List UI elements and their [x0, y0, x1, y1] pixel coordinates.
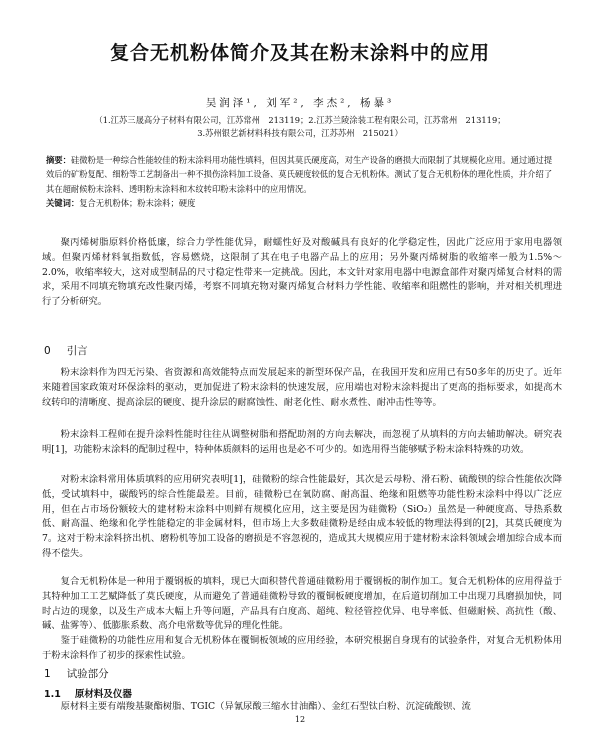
- section-heading: [44, 666, 125, 681]
- section-title: 试验部分: [66, 668, 109, 680]
- intro-paragraph: 复合无机粉体是一种用于覆钢板的填料，现已大面积替代普通硅微粉用于覆钢板的制作加工。复合无机粉体的应用得益于其特种加工工艺赋降低了莫氏硬度，从而避免了普通硅微粉导致的覆铜板硬度增加，在后道切削加工中出现刀具磨损加快，同时占边的现象，以及生产成本大幅上升等问题，产品具有白度高、超纯、粒径管控优异、电导率低、但磁耐候、高抗性（酸、碱、盐雾等）、低膨胀系数、高介电常数等优异的理化性能。: [42, 576, 562, 632]
- affiliation-line: （1.江苏三晟高分子材料有限公司，江苏常州 213119；2.江苏兰陵涂装工程有限公司，江苏常州 213119；: [94, 115, 506, 125]
- abstract-block: [46, 153, 558, 211]
- abstract-text: 硅微粉是一种综合性能较佳的粉末涂料用功能性填料，但因其莫氏硬度高，对生产设备的磨损大而限制了其规模化应用。通过通过提效后的矿粉复配、细粉等工艺制备出一种不损伤涂料加工设备、莫氏硬度较低的复合无机粉体。测试了复合无机粉体的理化性质，并介绍了其在超耐候粉末涂料、透明粉末涂料和木纹转印粉末涂料中的应用情况。: [46, 155, 553, 194]
- section-number: 1: [44, 668, 51, 680]
- author-list: 吴润泽¹, 刘军², 李杰², 杨暴³: [205, 97, 395, 109]
- keywords-label: 关键词：: [46, 198, 80, 209]
- intro-paragraph: 粉末涂料作为四无污染、省资源和高效能特点而发展起来的新型环保产品，在我国开发和应用已有50多年的历史了。近年来随着国家政策对环保涂料的驱动，更加促进了粉末涂料的快速发展，应用端也对粉末涂料提出了更高的指标要求，如提高木纹转印的清晰度、提高涂层的硬度、提升涂层的耐腐蚀性、耐老化性、耐水煮性、耐冲击性等等。: [42, 367, 562, 408]
- subsection-heading: [44, 686, 146, 700]
- section-title: 引言: [66, 345, 88, 357]
- keywords-text: 复合无机粉体；粉末涂料；硬度: [79, 198, 196, 209]
- intro-paragraph: 粉末涂料工程师在提升涂料性能时往往从调整树脂和搭配助剂的方向去解决，而忽视了从填料的方向去辅助解决。研究表明[1]，功能粉末涂料的配制过程中，特种体质颜料的运用也是必不可少的。如选用得当能够赋予粉末涂料特殊的功效。: [42, 429, 562, 455]
- affiliation-line: 3.苏州银艺新材料科技有限公司，江苏苏州 215021）: [197, 128, 403, 138]
- page-number: 12: [294, 715, 306, 724]
- subsection-number: 1.1: [44, 689, 61, 700]
- body-paragraph: 聚丙烯树脂原料价格低廉，综合力学性能优异，耐蠕性好及对酸碱具有良好的化学稳定性，因此广泛应用于家用电器领域。但聚丙烯材料氧指数低，容易燃烧，这限制了其在电子电器产品上的应用；另外聚丙烯树脂的收缩率一般为1.5%～2.0%，收缩率较大，这对成型制品的尺寸稳定性带来一定挑战。因此，本文针对家用电器中电源盒部件对聚丙烯复合材料的需求，采用不同填充物填充改性聚丙烯，考察不同填充物对聚丙烯复合材料力学性能、收缩率和阻燃性的影响，并对相关机理进行了分析研究。: [42, 237, 562, 308]
- intro-paragraph: 对粉末涂料常用体质填料的应用研究表明[1]，硅微粉的综合性能最好，其次是云母粉、滑石粉、硫酸钡的综合性能依次降低，受试填料中，碳酸钙的综合性能最差。目前，硅微粉已在氧防腐、耐高温、绝缘和阻燃等功能性粉末涂料中得以广泛应用，但在占市场份额较大的建材粉末涂料中则鲜有规模化应用，这主要是因为硅微粉（SiO₂）虽然是一种硬度高、导热系数低、耐高温、绝缘和化学性能稳定的非金属材料，但市场上大多数硅微粉是经由成本较低的物理法得到的[2]，其莫氏硬度为7。这对于粉末涂料挤出机、磨粉机等加工设备的磨损是不容忽视的，造成其大规模应用于建材粉末涂料领域会增加综合成本而得不偿失。: [42, 474, 562, 559]
- intro-paragraph: 鉴于硅微粉的功能性应用和复合无机粉体在覆铜板领域的应用经验，本研究根据自身现有的试验条件，对复合无机粉体用于粉末涂料作了初步的探索性试验。: [42, 635, 562, 661]
- subsection-title: 原材料及仪器: [74, 689, 132, 700]
- section-number: 0: [44, 345, 51, 357]
- paper-title: 复合无机粉体简介及其在粉末涂料中的应用: [109, 42, 490, 64]
- materials-paragraph: 原材料主要有端羧基聚酯树脂、TGIC（异氰尿酸三缩水甘油酯）、金红石型钛白粉、沉淀硫酸钡、流: [60, 701, 471, 712]
- abstract-label: 摘要：: [46, 155, 71, 165]
- section-heading: [44, 343, 104, 358]
